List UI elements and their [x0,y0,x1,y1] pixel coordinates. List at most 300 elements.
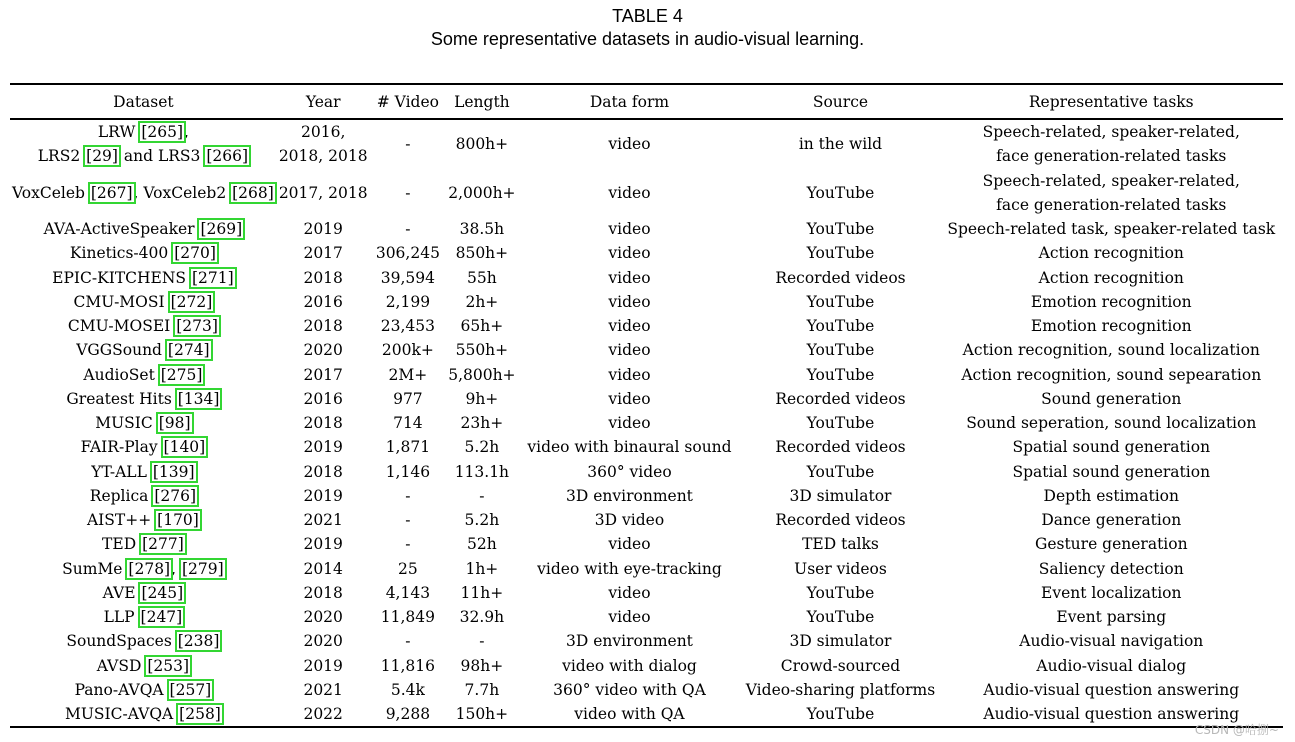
table-row [10,629,1283,653]
dataset-name-text: , [184,123,189,142]
year-cell [277,605,370,629]
year-text: 2018 [303,583,343,602]
tasks-cell [940,119,1283,169]
video-count-cell: 25 [398,559,418,578]
year-text: 2017 [303,244,343,263]
citation-link[interactable]: [271] [191,268,234,287]
dataset-name-text: , VoxCeleb2 [133,183,232,202]
task-text: Sound generation [1041,389,1182,408]
data-form-cell: video [608,220,651,239]
year-text: 2020 [303,341,343,360]
dataset-cell [10,387,277,411]
year-cell [277,702,370,727]
tasks-cell [940,314,1283,338]
col-header-source: Source [741,84,939,119]
video-count-cell: - [405,632,411,651]
dataset-name-text: AVSD [96,656,147,675]
year-cell [277,387,370,411]
table-row [10,678,1283,702]
source-cell: Recorded videos [775,389,906,408]
dataset-cell [10,290,277,314]
table-row [10,460,1283,484]
length-cell: 5.2h [464,511,500,530]
task-text: Depth estimation [1043,486,1179,505]
dataset-name-text: AVE [102,583,141,602]
dataset-line [12,387,275,411]
task-text: Audio-visual dialog [1036,656,1187,675]
table-row [10,290,1283,314]
dataset-name-text: Greatest Hits [66,389,177,408]
video-count-cell: 714 [393,414,423,433]
dataset-cell [10,217,277,241]
table-row [10,217,1283,241]
source-cell: TED talks [802,535,879,554]
length-cell: 55h [467,268,497,287]
year-cell [277,508,370,532]
data-form-cell: video [608,535,651,554]
source-cell: User videos [794,559,887,578]
year-text: 2017, 2018 [278,183,368,202]
year-text: 2016 [303,389,343,408]
year-text: 2020 [303,608,343,627]
tasks-cell [940,169,1283,218]
table-body [10,119,1283,727]
task-text: Speech-related task, speaker-related task [947,220,1276,239]
citation-link[interactable]: [238] [177,632,220,651]
citation-link[interactable]: [139] [152,462,195,481]
citation-link[interactable]: [140] [163,438,206,457]
dataset-name-text: Pano-AVQA [74,680,169,699]
length-cell: 5,800h+ [448,365,516,384]
dataset-cell [10,241,277,265]
task-text: Dance generation [1041,511,1182,530]
tasks-cell [940,678,1283,702]
year-cell [277,169,370,218]
table-row [10,387,1283,411]
year-text: 2021 [303,680,343,699]
citation-link[interactable]: [266] [206,147,249,166]
data-form-cell: video with QA [518,702,742,727]
table-row [10,314,1283,338]
year-text: 2019 [303,220,343,239]
table-row [10,435,1283,459]
task-text: Action recognition, sound sepearation [961,365,1262,384]
dataset-line [12,241,275,265]
dataset-line [12,120,275,144]
dataset-cell [10,532,277,556]
video-count-cell: 9,288 [370,702,447,727]
length-cell: - [479,486,485,505]
tasks-cell [940,629,1283,653]
length-cell: 98h+ [460,656,504,675]
dataset-cell [10,363,277,387]
length-cell: - [479,632,485,651]
citation-link[interactable]: [278] [128,559,171,578]
tasks-cell [940,387,1283,411]
dataset-cell [10,169,277,218]
tasks-cell [940,460,1283,484]
video-count-cell: - [405,220,411,239]
length-cell: 38.5h [459,220,505,239]
year-cell [277,460,370,484]
data-form-cell: video [608,135,651,154]
col-header-data-form: Data form [518,84,742,119]
year-cell [277,484,370,508]
dataset-cell [10,460,277,484]
length-cell: 2h+ [465,292,499,311]
dataset-name-text: AIST++ [86,511,157,530]
source-cell: YouTube [806,414,875,433]
year-text: 2019 [303,486,343,505]
year-text: 2016 [303,292,343,311]
citation-link[interactable]: [29] [86,147,118,166]
year-text: 2018 [303,414,343,433]
tasks-cell [940,557,1283,581]
year-cell [277,338,370,362]
source-cell: YouTube [806,583,875,602]
source-cell: Recorded videos [775,511,906,530]
dataset-cell [10,314,277,338]
task-text: Action recognition, sound localization [962,341,1260,360]
table-row [10,532,1283,556]
data-form-cell: video [608,414,651,433]
dataset-cell [10,557,277,581]
citation-link[interactable]: [276] [154,486,197,505]
table-title: Some representative datasets in audio-visual learning. [430,29,865,49]
video-count-cell: 23,453 [380,317,435,336]
dataset-line [12,411,275,435]
citation-link[interactable]: [253] [147,656,190,675]
dataset-name-text: LRS2 [37,147,86,166]
tasks-cell [940,363,1283,387]
dataset-cell [10,702,277,727]
table-row [10,266,1283,290]
task-text: Gesture generation [1034,535,1188,554]
table-row [10,581,1283,605]
video-count-cell: - [405,511,411,530]
year-text: 2020 [303,632,343,651]
year-text: 2014 [303,559,343,578]
length-cell: 32.9h [459,608,505,627]
table-row [10,484,1283,508]
length-cell: 800h+ [455,135,509,154]
tasks-cell [940,435,1283,459]
dataset-name-text: Kinetics-400 [69,244,174,263]
dataset-name-text: FAIR-Play [80,438,163,457]
datasets-table [10,83,1283,728]
length-cell: 550h+ [455,341,509,360]
dataset-cell [10,581,277,605]
citation-link[interactable]: [98] [158,414,191,433]
year-cell [277,314,370,338]
citation-link[interactable]: [265] [141,123,184,142]
year-cell [277,629,370,653]
dataset-name-text: , [171,559,181,578]
dataset-cell [10,484,277,508]
year-text: 2022 [303,705,343,724]
data-form-cell: video [608,389,651,408]
video-count-cell: - [405,535,411,554]
citation-link[interactable]: [277] [142,535,184,554]
task-text: Event parsing [1056,608,1167,627]
task-text: Emotion recognition [1030,317,1192,336]
tasks-cell [940,508,1283,532]
task-text: Audio-visual question answering [983,680,1240,699]
dataset-line [12,629,275,653]
source-cell: YouTube [806,292,875,311]
dataset-line [12,338,275,362]
data-form-cell: video [608,183,651,202]
year-text: 2019 [303,438,343,457]
video-count-cell: 11,816 [380,656,435,675]
dataset-line [12,314,275,338]
dataset-line [12,702,275,726]
dataset-line [12,181,275,205]
dataset-line [12,484,275,508]
data-form-cell: video [608,244,651,263]
citation-link[interactable]: [170] [157,511,199,530]
source-cell: YouTube [741,702,939,727]
source-cell: YouTube [806,317,875,336]
dataset-line [12,144,275,168]
source-cell: YouTube [806,220,875,239]
length-cell: 7.7h [464,680,500,699]
citation-link[interactable]: [268] [232,183,274,202]
data-form-cell: video with eye-tracking [537,559,722,578]
table-row [10,169,1283,218]
dataset-name-text: TED [102,535,142,554]
table-header [10,84,1283,119]
watermark: CSDN @哈捌~ [1194,723,1279,737]
dataset-name-text: AudioSet [83,365,160,384]
task-text: Spatial sound generation [1012,438,1211,457]
dataset-name-text: AVA-ActiveSpeaker [43,220,200,239]
dataset-line [12,363,275,387]
task-text: Speech-related, speaker-related, [982,171,1240,190]
source-cell: YouTube [806,244,875,263]
dataset-line [12,460,275,484]
year-text: 2021 [303,511,343,530]
citation-link[interactable]: [272] [170,292,213,311]
task-text: face generation-related tasks [996,147,1227,166]
year-cell [277,532,370,556]
citation-link[interactable]: [269] [200,220,243,239]
length-cell: 2,000h+ [448,183,516,202]
citation-link[interactable]: [270] [174,244,216,263]
col-header-year: Year [277,84,370,119]
length-cell: 113.1h [454,462,510,481]
source-cell: Recorded videos [775,438,906,457]
task-text: Audio-visual question answering [983,705,1240,724]
data-form-cell: video with binaural sound [527,438,732,457]
citation-link[interactable]: [279] [181,559,224,578]
video-count-cell: 39,594 [380,268,435,287]
data-form-cell: video [608,268,651,287]
dataset-line [12,435,275,459]
year-text: 2019 [303,656,343,675]
year-text: 2018 [303,268,343,287]
data-form-cell: 3D environment [566,486,693,505]
data-form-cell: video [608,292,651,311]
dataset-cell [10,411,277,435]
dataset-name-text: CMU-MOSI [73,292,170,311]
length-cell: 52h [467,535,497,554]
tasks-cell [940,605,1283,629]
task-text: Event localization [1041,583,1182,602]
citation-link[interactable]: [274] [167,341,210,360]
source-cell: YouTube [806,341,875,360]
video-count-cell: 4,143 [385,583,431,602]
source-cell: YouTube [806,608,875,627]
dataset-line [12,217,275,241]
table-row [10,605,1283,629]
data-form-cell: 360° video with QA [553,680,706,699]
dataset-cell [10,338,277,362]
video-count-cell: 977 [393,389,423,408]
year-cell [277,290,370,314]
year-text: 2018 [303,462,343,481]
table-label: TABLE 4 [612,6,683,26]
video-count-cell: 1,871 [385,438,431,457]
dataset-cell [10,119,277,169]
dataset-line [12,508,275,532]
task-text: Saliency detection [1038,559,1184,578]
dataset-name-text: EPIC-KITCHENS [52,268,191,287]
source-cell: Crowd-sourced [780,656,901,675]
length-cell: 5.2h [464,438,500,457]
dataset-name-text: LLP [103,608,140,627]
dataset-name-text: MUSIC-AVQA [64,705,179,724]
dataset-name-text: SoundSpaces [66,632,177,651]
video-count-cell: - [405,183,411,202]
table-row [10,702,1283,727]
video-count-cell: 200k+ [381,341,434,360]
dataset-name-text: LRW [97,123,141,142]
col-header-video: # Video [370,84,447,119]
dataset-line [12,654,275,678]
length-cell: 1h+ [465,559,499,578]
year-cell [277,557,370,581]
task-text: Action recognition [1038,268,1184,287]
video-count-cell: 306,245 [375,244,440,263]
data-form-cell: 3D environment [566,632,693,651]
dataset-name-text: VoxCeleb [12,183,90,202]
task-text: Spatial sound generation [1012,462,1211,481]
citation-link[interactable]: [247] [140,608,183,627]
dataset-cell [10,654,277,678]
length-cell: 850h+ [455,244,509,263]
citation-link[interactable]: [267] [90,183,133,202]
tasks-cell [940,581,1283,605]
data-form-cell: video [608,365,651,384]
task-text: Action recognition [1038,244,1184,263]
tasks-cell [940,338,1283,362]
table-row [10,508,1283,532]
source-cell: Video-sharing platforms [745,680,936,699]
video-count-cell: 5.4k [390,680,425,699]
dataset-name-text: VGGSound [76,341,167,360]
source-cell: 3D simulator [789,632,892,651]
dataset-cell [10,678,277,702]
task-text: Audio-visual navigation [1019,632,1204,651]
dataset-cell [10,435,277,459]
tasks-cell [940,266,1283,290]
dataset-line [12,557,275,581]
col-header-dataset: Dataset [10,84,277,119]
task-text: Speech-related, speaker-related, [982,123,1240,142]
dataset-line [12,266,275,290]
year-cell [277,266,370,290]
dataset-cell [10,266,277,290]
citation-link[interactable]: [258] [179,705,221,724]
year-cell [277,581,370,605]
video-count-cell: 11,849 [380,608,435,627]
tasks-cell [940,290,1283,314]
table-row [10,338,1283,362]
year-cell [277,678,370,702]
data-form-cell: video [608,317,651,336]
col-header-tasks: Representative tasks [940,84,1283,119]
year-text: 2017 [303,365,343,384]
video-count-cell: - [405,486,411,505]
dataset-line [12,678,275,702]
tasks-cell [940,532,1283,556]
table-row [10,363,1283,387]
dataset-name-text: MUSIC [95,414,158,433]
dataset-cell [10,605,277,629]
table-row [10,411,1283,435]
dataset-line [12,581,275,605]
header-row [10,84,1283,119]
video-count-cell: - [405,135,411,154]
data-form-cell: video [608,341,651,360]
year-text: 2018 [303,317,343,336]
dataset-line [12,290,275,314]
source-cell: in the wild [798,135,883,154]
length-cell: 150h+ [446,702,517,727]
year-text: 2018, 2018 [278,147,368,166]
video-count-cell: 1,146 [385,462,431,481]
citation-link[interactable]: [134] [177,389,220,408]
dataset-name-text: YT-ALL [91,462,152,481]
year-cell [277,241,370,265]
length-cell: 9h+ [465,389,499,408]
table-row [10,557,1283,581]
source-cell: YouTube [806,462,875,481]
source-cell: YouTube [806,365,875,384]
task-text: Emotion recognition [1030,292,1192,311]
year-text: 2019 [303,535,343,554]
citation-link[interactable]: [245] [141,583,184,602]
tasks-cell [940,484,1283,508]
dataset-cell [10,508,277,532]
year-cell [277,217,370,241]
task-text: Sound seperation, sound localization [966,414,1257,433]
citation-link[interactable]: [275] [160,365,203,384]
dataset-name-text: CMU-MOSEI [67,317,176,336]
dataset-name-text: SumMe [62,559,128,578]
year-text: 2016, [301,123,346,142]
citation-link[interactable]: [273] [176,317,218,336]
video-count-cell: 2M+ [388,365,428,384]
data-form-cell: 3D video [594,511,665,530]
dataset-name-text: and LRS3 [118,147,206,166]
length-cell: 11h+ [460,583,504,602]
citation-link[interactable]: [257] [169,680,212,699]
year-cell [277,435,370,459]
dataset-name-text: Replica [89,486,154,505]
table-row [10,654,1283,678]
